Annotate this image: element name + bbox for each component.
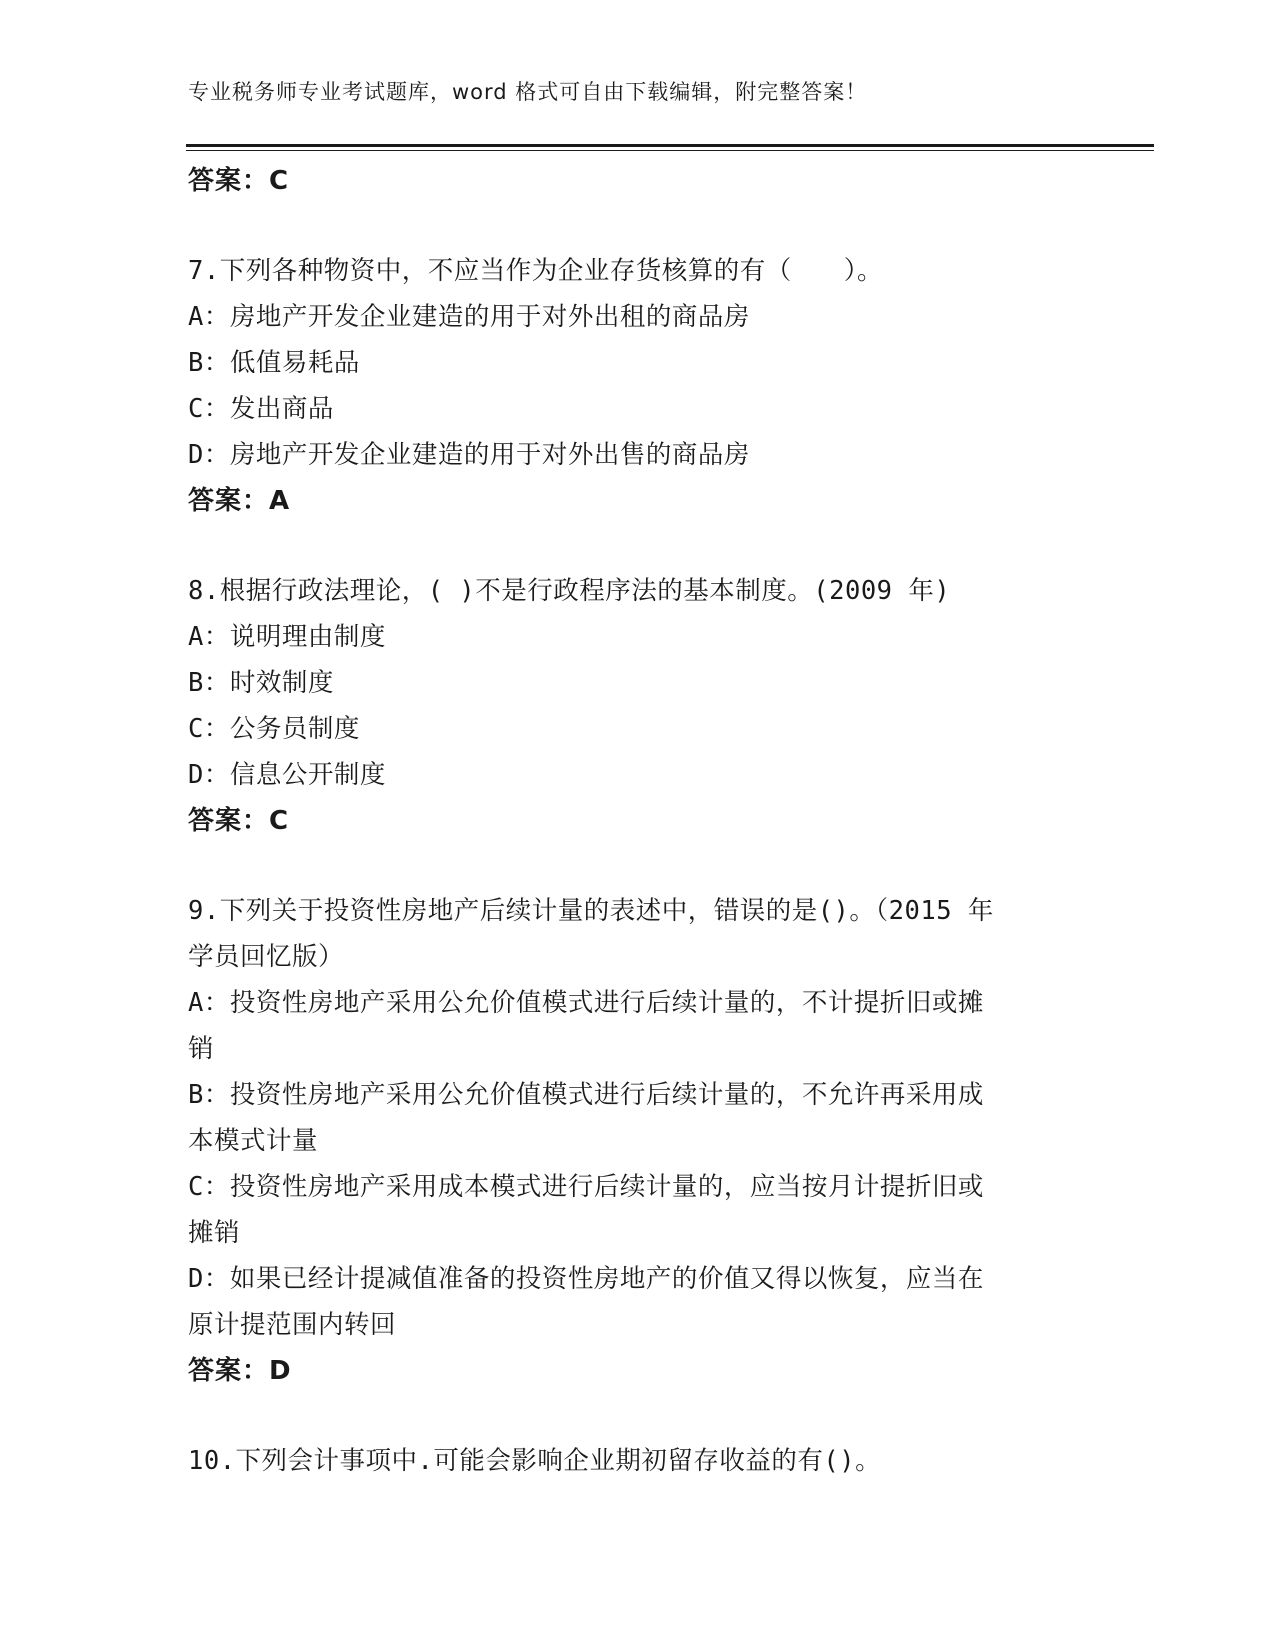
question-9 [188,888,1088,1394]
option-c: C：发出商品 [188,394,334,424]
option-b: B：时效制度 [188,668,334,698]
question-stem: 7.下列各种物资中，不应当作为企业存货核算的有（ ）。 [188,256,883,286]
option-b: B：投资性房地产采用公允价值模式进行后续计量的，不允许再采用成 [188,1080,984,1110]
page-header: 专业税务师专业考试题库，word 格式可自由下载编辑，附完整答案！ [188,80,868,104]
header-rule-thick [186,144,1154,147]
option-a: A：投资性房地产采用公允价值模式进行后续计量的，不计提折旧或摊 [188,988,984,1018]
header-rule-thin [186,150,1154,151]
question-stem: 10.下列会计事项中.可能会影响企业期初留存收益的有()。 [188,1446,882,1476]
option-c: C：投资性房地产采用成本模式进行后续计量的，应当按月计提折旧或 [188,1172,984,1202]
option-d: D：信息公开制度 [188,760,386,790]
answer: 答案：C [188,806,290,836]
answer-previous: 答案：C [188,166,290,196]
question-content [188,158,1088,1484]
question-10 [188,1438,1088,1484]
answer: 答案：D [188,1356,292,1386]
spacer [188,204,1088,248]
option-a: A：房地产开发企业建造的用于对外出租的商品房 [188,302,750,332]
spacer [188,524,1088,568]
spacer [188,1394,1088,1438]
option-c: C：公务员制度 [188,714,360,744]
option-a-cont: 销 [188,1034,215,1064]
question-8 [188,568,1088,844]
option-d-cont: 原计提范围内转回 [188,1310,397,1340]
answer: 答案：A [188,486,291,516]
option-d: D：房地产开发企业建造的用于对外出售的商品房 [188,440,750,470]
option-a: A：说明理由制度 [188,622,386,652]
question-stem-cont: 学员回忆版） [188,942,345,972]
question-stem: 9.下列关于投资性房地产后续计量的表述中，错误的是()。（2015 年 [188,896,994,926]
option-d: D：如果已经计提减值准备的投资性房地产的价值又得以恢复，应当在 [188,1264,984,1294]
spacer [188,844,1088,888]
question-stem: 8.根据行政法理论，( )不是行政程序法的基本制度。(2009 年) [188,576,951,606]
question-7 [188,248,1088,524]
option-b-cont: 本模式计量 [188,1126,319,1156]
option-c-cont: 摊销 [188,1218,241,1248]
option-b: B：低值易耗品 [188,348,360,378]
